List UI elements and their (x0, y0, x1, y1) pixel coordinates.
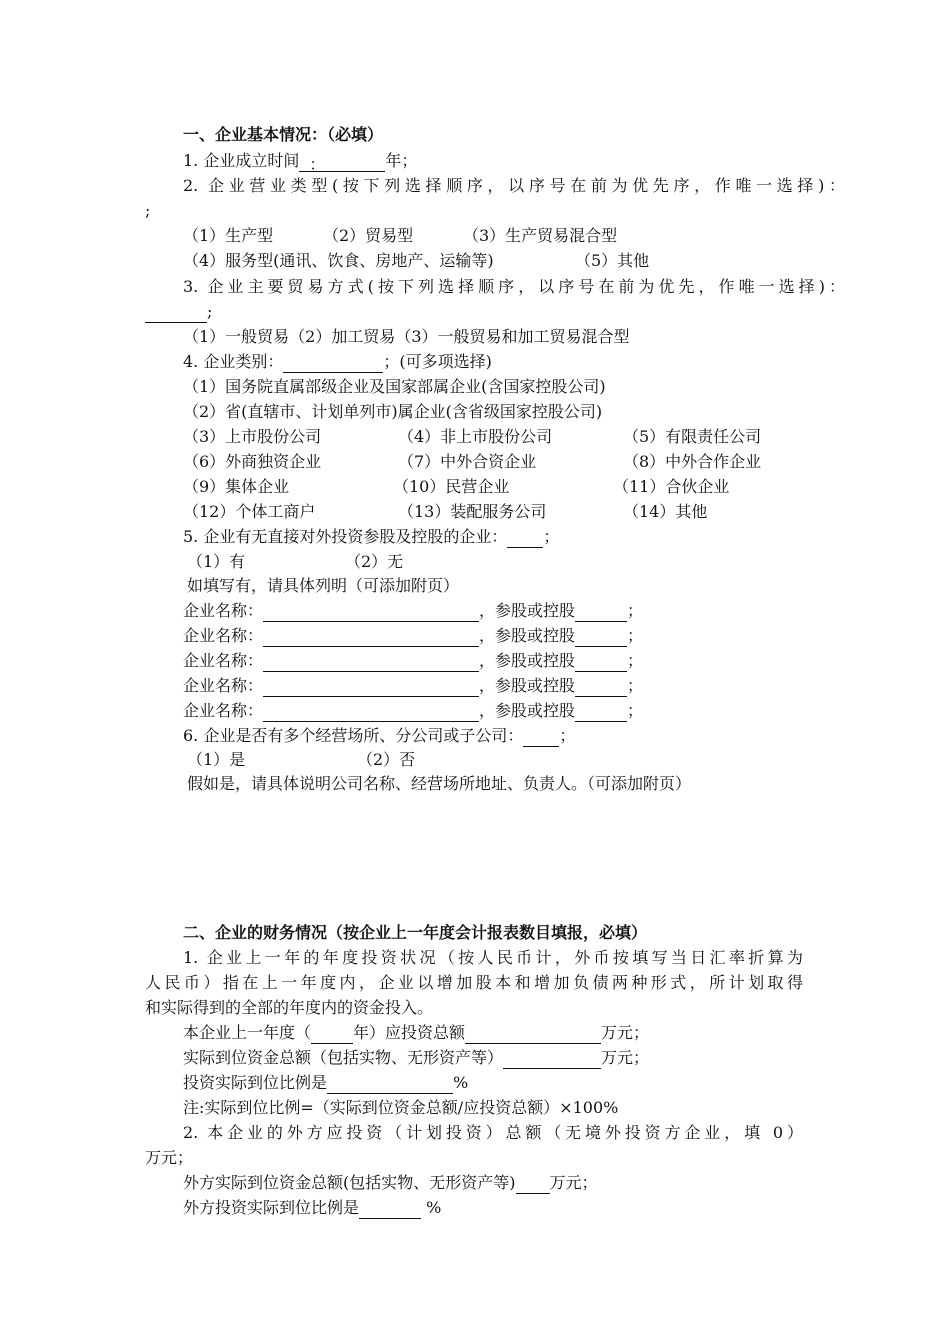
s2-total-blank[interactable] (465, 1026, 601, 1044)
q3-answer (145, 301, 212, 323)
q3-cont: ; (207, 302, 213, 321)
q5-row-end: ； (627, 626, 644, 645)
s2-l4-pre: 外方实际到位资金总额(包括实物、无形资产等) (183, 1173, 516, 1192)
s2-l2-post: 万元； (601, 1048, 650, 1067)
q6-label: 6. 企业是否有多个经营场所、分公司或子公司： (183, 726, 524, 745)
s2-foreign-ratio-line (183, 1197, 441, 1219)
s2-note: 注:实际到位比例=（实际到位资金总额/应投资总额）×100% (183, 1098, 619, 1117)
q5-share-blank[interactable] (575, 629, 627, 647)
q5-row-end: ； (627, 701, 644, 720)
q5-entry-row (183, 625, 643, 647)
q4-option-6: （6）外商独资企业 (183, 452, 322, 471)
q5-note: 如填写有，请具体列明（可添加附页） (187, 576, 460, 595)
q5-row-end: ； (627, 651, 644, 670)
s2-actual-funds-line (183, 1047, 649, 1069)
q4-options-row4 (183, 451, 761, 473)
q6-option-no: （2）否 (357, 750, 416, 769)
q5-entry-row (183, 600, 643, 622)
q5-share-blank[interactable] (575, 654, 627, 672)
q5-share-label: ，参股或控股 (479, 676, 576, 695)
q5-name-blank[interactable] (263, 604, 479, 622)
q4-option-2: （2）省(直辖市、计划单列市)属企业(含省级国家控股公司) (183, 402, 603, 421)
s2-foreign-ratio-blank[interactable] (359, 1201, 421, 1219)
s2-para1-line2: 人民币）指在上一年度内，企业以增加股本和增加负债两种形式，所计划取得 (145, 973, 803, 992)
q5-options (187, 551, 403, 573)
s2-l4-post: 万元； (549, 1173, 598, 1192)
section2-title: 二、企业的财务情况（按企业上一年度会计报表数目填报，必填） (183, 923, 648, 942)
q5-name-blank[interactable] (263, 704, 479, 722)
q1-blank[interactable] (299, 154, 385, 172)
q3-blank[interactable] (145, 305, 207, 323)
s2-ratio-line (183, 1072, 468, 1094)
s2-l3-post: % (453, 1073, 469, 1092)
q4-options-row5 (183, 476, 729, 498)
q2-option-3: （3）生产贸易混合型 (463, 226, 618, 245)
s2-l1-pre: 本企业上一年度（ (183, 1023, 312, 1042)
q5-name-blank[interactable] (263, 629, 479, 647)
s2-l2-pre: 实际到位资金总额（包括实物、无形资产等） (183, 1048, 504, 1067)
q2-options-row2 (183, 250, 649, 272)
q4-option-7: （7）中外合资企业 (398, 452, 537, 471)
q4-option-10: （10）民营企业 (393, 477, 510, 496)
q6-option-yes: （1）是 (187, 750, 246, 769)
q5-share-blank[interactable] (575, 704, 627, 722)
q4-option-4: （4）非上市股份公司 (398, 427, 553, 446)
q3-options: （1）一般贸易（2）加工贸易（3）一般贸易和加工贸易混合型 (183, 327, 630, 346)
q2-cont: ; (145, 201, 151, 220)
q5-entry-row (183, 675, 643, 697)
q4-option-8: （8）中外合作企业 (623, 452, 762, 471)
q2-option-1: （1）生产型 (183, 226, 274, 245)
q5-share-label: ，参股或控股 (479, 651, 576, 670)
s2-ratio-blank[interactable] (327, 1076, 453, 1094)
q5-name-label: 企业名称： (183, 626, 264, 645)
q4-label: 4. 企业类别： (183, 352, 284, 371)
q5-name-blank[interactable] (263, 679, 479, 697)
q4-option-14: （14）其他 (623, 502, 708, 521)
q5-line (183, 526, 559, 548)
s2-l5-post: % (421, 1198, 442, 1217)
q2-text: 2. 企业营业类型(按下列选择顺序，以序号在前为优先序，作唯一选择)： (183, 176, 845, 195)
q5-share-blank[interactable] (575, 604, 627, 622)
s2-l3-pre: 投资实际到位比例是 (183, 1073, 328, 1092)
q6-options (187, 749, 415, 771)
s2-para1-line1: 1. 企业上一年的年度投资状况（按人民币计，外币按填写当日汇率折算为 (183, 948, 803, 967)
q5-blank[interactable] (507, 530, 543, 548)
q5-name-label: 企业名称： (183, 601, 264, 620)
q2-option-2: （2）贸易型 (323, 226, 414, 245)
q5-row-end: ； (627, 676, 644, 695)
s2-para2-line2: 万元； (145, 1148, 194, 1167)
q5-name-label: 企业名称： (183, 676, 264, 695)
q2-options-row1 (183, 225, 617, 247)
q4-post: ；(可多项选择) (383, 352, 492, 371)
q5-name-label: 企业名称： (183, 651, 264, 670)
q5-row-end: ； (627, 601, 644, 620)
q5-share-label: ，参股或控股 (479, 601, 576, 620)
q5-entry-row (183, 700, 643, 722)
q6-line (183, 725, 575, 747)
q4-option-11: （11）合伙企业 (613, 477, 730, 496)
q5-share-label: ，参股或控股 (479, 701, 576, 720)
q4-option-12: （12）个体工商户 (183, 502, 316, 521)
q1-colon: ： (309, 155, 326, 174)
q1-founding-time (183, 150, 417, 172)
s2-l1-post: 万元； (601, 1023, 650, 1042)
q2-option-4: （4）服务型(通讯、饮食、房地产、运输等) (183, 251, 494, 270)
q5-entry-row (183, 650, 643, 672)
q5-option-yes: （1）有 (187, 552, 246, 571)
q4-option-1: （1）国务院直属部级企业及国家部属企业(含国家控股公司) (183, 377, 606, 396)
q6-post: ； (559, 726, 576, 745)
q5-name-label: 企业名称： (183, 701, 264, 720)
q4-option-5: （5）有限责任公司 (623, 427, 762, 446)
s2-foreign-funds-line (183, 1172, 598, 1194)
q6-note: 假如是，请具体说明公司名称、经营场所地址、负责人。（可添加附页） (187, 774, 692, 793)
q5-option-no: （2）无 (345, 552, 404, 571)
q4-line (183, 351, 492, 373)
q4-options-row6 (183, 501, 707, 523)
q4-options-row3 (183, 426, 761, 448)
s2-foreign-blank[interactable] (516, 1176, 550, 1194)
q4-option-13: （13）装配服务公司 (398, 502, 547, 521)
s2-investment-total-line (183, 1022, 649, 1044)
q5-name-blank[interactable] (263, 654, 479, 672)
s2-l5-pre: 外方投资实际到位比例是 (183, 1198, 360, 1217)
q4-option-9: （9）集体企业 (183, 477, 290, 496)
q5-share-label: ，参股或控股 (479, 626, 576, 645)
q1-year: 年； (385, 151, 418, 170)
s2-actual-blank[interactable] (503, 1051, 601, 1069)
q1-label: 1. 企业成立时间 (183, 151, 300, 170)
q4-blank[interactable] (283, 355, 383, 373)
s2-para2-line1: 2. 本企业的外方应投资（计划投资）总额（无境外投资方企业，填 0） (183, 1123, 803, 1142)
q4-option-3: （3）上市股份公司 (183, 427, 322, 446)
s2-l1-mid: 年）应投资总额 (353, 1023, 466, 1042)
q6-blank[interactable] (523, 729, 559, 747)
q5-label: 5. 企业有无直接对外投资参股及控股的企业： (183, 527, 508, 546)
q5-share-blank[interactable] (575, 679, 627, 697)
q3-text: 3. 企业主要贸易方式(按下列选择顺序，以序号在前为优先，作唯一选择)： (183, 277, 845, 296)
q2-option-5: （5）其他 (575, 251, 650, 270)
q5-post: ； (543, 527, 560, 546)
s2-year-blank[interactable] (311, 1026, 353, 1044)
s2-para1-line3: 和实际得到的全部的年度内的资金投入。 (145, 998, 434, 1017)
section1-title: 一、企业基本情况：（必填） (183, 125, 384, 144)
